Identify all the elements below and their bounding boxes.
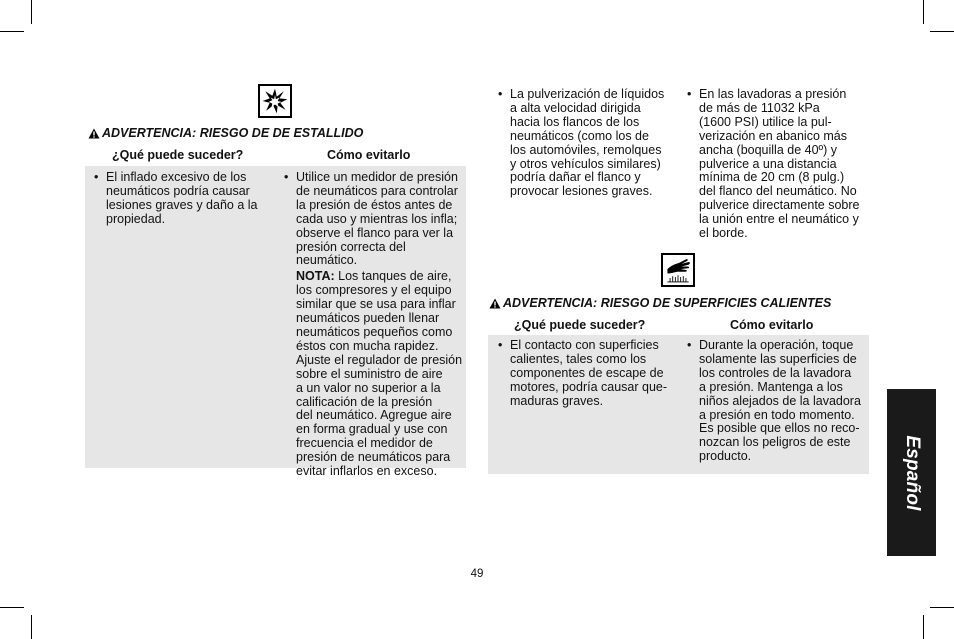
crop-mark xyxy=(930,31,954,32)
spray-avoid-text: En las lavadoras a presión de más de 11032 kPa (1600 PSI) utilice la pul- verización en abanico más ancha (boquilla de 40º) y pulverice a una distancia mínima de 20 cm (8 pulg.) del flanco del neumático. No pulverice directamente sobre la unión entre el neumático y el borde. xyxy=(699,87,860,241)
warning-triangle-icon xyxy=(489,298,501,309)
explosion-hazard-icon xyxy=(258,84,292,118)
hot-surface-hazard-icon xyxy=(661,253,695,287)
column-header-what: ¿Qué puede suceder? xyxy=(112,148,244,162)
crop-mark xyxy=(923,615,924,639)
language-tab-label: Español xyxy=(901,434,923,511)
burst-risk-cell xyxy=(94,171,269,227)
page-number: 49 xyxy=(470,568,484,580)
crop-mark xyxy=(0,31,24,32)
bullet: • xyxy=(94,170,99,184)
hot-surface-risk-text: El contacto con superficies calientes, tales como los componentes de escape de motores, podría causar que- maduras graves. xyxy=(510,338,668,408)
language-tab xyxy=(887,389,936,556)
column-header-what: ¿Qué puede suceder? xyxy=(514,318,646,332)
burst-warning-title xyxy=(88,126,363,140)
spray-risk-text: La pulverización de líquidos a alta velocidad dirigida hacia los flancos de los neumáticos (como los de los automóviles, remolques y otros vehículos similares) podría dañar el flanco y provocar lesiones graves. xyxy=(510,87,665,199)
bullet: • xyxy=(687,87,692,101)
bullet: • xyxy=(498,87,503,101)
crop-mark xyxy=(31,615,32,639)
hot-surface-warning-title xyxy=(489,296,831,310)
column-header-how: Cómo evitarlo xyxy=(327,148,411,162)
note-text: Los tanques de aire, los compresores y el equipo similar que se usa para inflar neumáticos pueden llenar neumáticos pequeños como éstos con mucha rapidez. Ajuste el regulador de presión sobre el suministro de aire a un valor no superior a la calificación de la presión del neumático. Agregue aire en forma gradual y use con frecuencia el medidor de presión de neumáticos para evitar inflarlos en exceso. xyxy=(296,269,463,479)
hot-surface-avoid-text: Durante la operación, toque solamente las superficies de los controles de la lavadora a presión. Mantenga a los niños alejados de la lavadora a presión en todo momento. Es posible que ellos no reco- nozcan los peligros de este producto. xyxy=(699,338,861,464)
note-label: NOTA: xyxy=(296,269,335,284)
crop-mark xyxy=(923,0,924,24)
hot-surface-warning-title-text: ADVERTENCIA: RIESGO DE SUPERFICIES CALIENTES xyxy=(503,296,832,310)
crop-mark xyxy=(0,607,24,608)
bullet: • xyxy=(687,338,692,352)
column-header-how: Cómo evitarlo xyxy=(730,318,814,332)
burst-note xyxy=(284,270,468,479)
burst-avoid-cell xyxy=(284,171,468,479)
burst-warning-title-text: ADVERTENCIA: RIESGO DE DE ESTALLIDO xyxy=(102,126,364,140)
burst-risk-text: El inflado excesivo de los neumáticos podría causar lesiones graves y daño a la propiedad. xyxy=(106,170,258,226)
bullet: • xyxy=(498,338,503,352)
spray-risk-cell xyxy=(498,88,673,199)
hot-surface-risk-cell xyxy=(498,339,678,409)
warning-triangle-icon xyxy=(88,128,100,139)
spray-avoid-cell xyxy=(687,88,872,241)
bullet: • xyxy=(284,170,289,184)
hot-surface-avoid-cell xyxy=(687,339,872,464)
crop-mark xyxy=(31,0,32,24)
burst-avoid-text: Utilice un medidor de presión de neumáticos para controlar la presión de éstos antes de cada uso y mientras los infla; observe el flanco para ver la presión correcta del neumático. xyxy=(296,170,458,268)
crop-mark xyxy=(930,607,954,608)
